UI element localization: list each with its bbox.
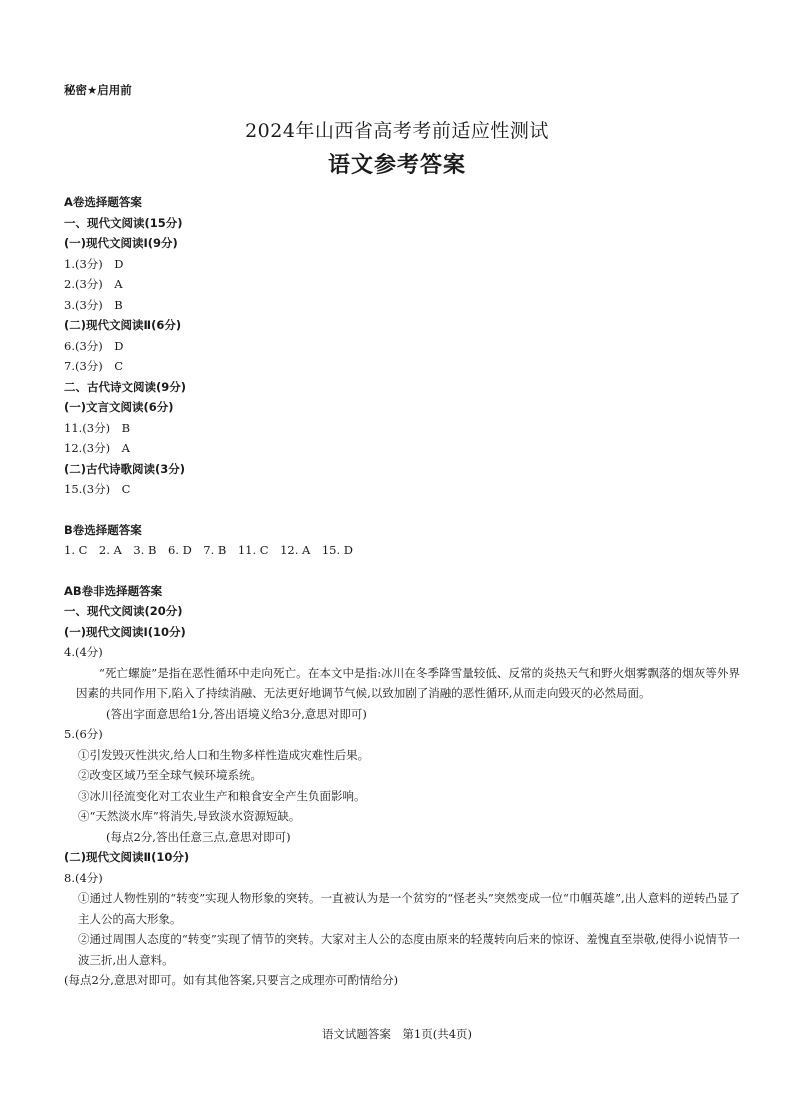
question-5-label: 5.(6分): [64, 727, 103, 741]
section-a-answer-line: 2.(3分) A: [64, 277, 123, 291]
part-1a-heading: (一)现代文阅读Ⅰ(10分): [64, 624, 186, 639]
part-1-heading: 一、现代文阅读(20分): [64, 604, 183, 618]
section-a-answer-line: 11.(3分) B: [64, 420, 131, 435]
section-a-subheading: (一)现代文阅读Ⅰ(9分): [64, 236, 178, 250]
question-8-label: 8.(4分): [64, 870, 103, 885]
section-a-answer-line: 12.(3分) A: [64, 441, 130, 455]
section-a-answers: [64, 213, 744, 500]
section-a-answer-line: 6.(3分) D: [64, 338, 124, 353]
question-5-note: (每点2分,答出任意三点,意思对即可): [106, 829, 291, 844]
section-a-subheading: (一)文言文阅读(6分): [64, 400, 174, 414]
question-4-label: 4.(4分): [64, 645, 103, 659]
section-b-answers: 1. C 2. A 3. B 6. D 7. B 11. C 12. A 15. D: [64, 543, 354, 557]
part-1b-heading: (二)现代文阅读Ⅱ(10分): [64, 850, 190, 864]
section-a-subheading: 二、古代诗文阅读(9分): [64, 379, 187, 394]
section-a-subheading: 一、现代文阅读(15分): [64, 215, 183, 230]
section-b-heading: B卷选择题答案: [64, 522, 142, 537]
section-a-subheading: (二)古代诗歌阅读(3分): [64, 461, 186, 476]
exam-title: 2024年山西省高考考前适应性测试: [245, 120, 549, 142]
section-a-subheading: (二)现代文阅读Ⅱ(6分): [64, 318, 182, 332]
spacer: [64, 500, 744, 520]
spacer: [64, 561, 744, 581]
question-8-item: ①通过人物性别的“转变”实现人物形象的突转。一直被认为是一个贫穷的“怪老头”突然变成一位“巾帼英雄”,出人意料的逆转凸显了主人公的高大形象。: [78, 891, 740, 926]
section-a-answer-line: 15.(3分) C: [64, 482, 131, 496]
section-a-answer-line: 7.(3分) C: [64, 359, 124, 373]
question-5-item: ②改变区域乃至全球气候环境系统。: [78, 768, 262, 782]
question-8-item: ②通过周围人态度的“转变”实现了情节的突转。大家对主人公的态度由原来的轻蔑转向后来的惊讶、羞愧直至崇敬,使得小说情节一波三折,出人意料。: [78, 932, 740, 967]
answer-content: [64, 192, 744, 991]
question-5-item: ③冰川径流变化对工农业生产和粮食安全产生负面影响。: [78, 788, 366, 803]
confidential-label: 秘密★启用前: [64, 83, 132, 97]
question-5-item: ①引发毁灭性洪灾,给人口和生物多样性造成灾难性后果。: [78, 747, 370, 762]
page-footer: 语文试题答案 第1页(共4页): [321, 1027, 473, 1041]
question-4-answer: “死亡螺旋”是指在恶性循环中走向死亡。在本文中是指:冰川在冬季降雪量较低、反常的炎热天气和野火烟雾飘落的烟灰等外界因素的共同作用下,陷入了持续消融、无法更好地调节气候,以致加剧了消融的恶性循环,从而走向毁灭的必然局面。: [76, 665, 740, 700]
section-a-answer-line: 1.(3分) D: [64, 256, 124, 271]
question-8-note: (每点2分,意思对即可。如有其他答案,只要言之成理亦可酌情给分): [64, 973, 399, 987]
section-a-answer-line: 3.(3分) B: [64, 297, 123, 312]
question-5-item: ④“天然淡水库”将消失,导致淡水资源短缺。: [78, 809, 301, 823]
question-4-note: (答出字面意思给1分,答出语境义给3分,意思对即可): [106, 706, 367, 721]
document-title: 语文参考答案: [327, 153, 466, 178]
section-a-heading: A卷选择题答案: [64, 195, 142, 209]
section-ab-heading: AB卷非选择题答案: [64, 583, 163, 598]
